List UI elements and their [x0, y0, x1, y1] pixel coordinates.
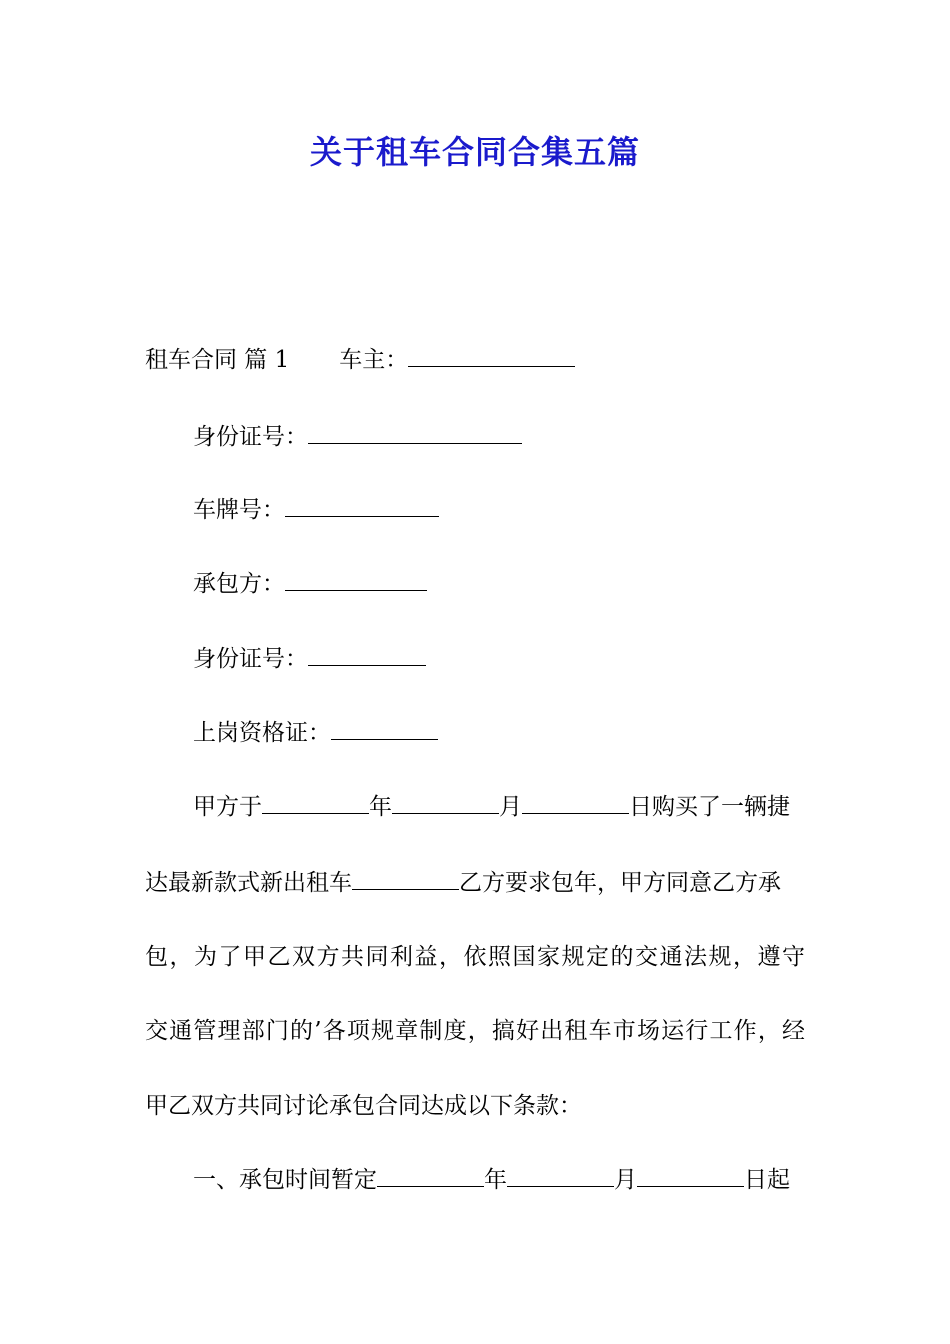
owner-id-blank — [308, 421, 522, 444]
contractor-label: 承包方： — [193, 571, 285, 597]
start-year-blank — [377, 1164, 484, 1187]
month-blank — [392, 791, 499, 814]
text-segment: 月 — [499, 794, 522, 820]
license-label: 上岗资格证： — [193, 720, 331, 746]
owner-id-label: 身份证号： — [193, 424, 308, 450]
paragraph-line-5: 甲乙双方共同讨论承包合同达成以下条款： — [145, 1093, 582, 1119]
plate-blank — [285, 494, 439, 517]
car-model-blank — [352, 867, 459, 890]
license-blank — [331, 717, 438, 740]
text-segment: 乙方要求包年，甲方同意乙方承 — [459, 870, 781, 896]
paragraph-line-4: 交通管理部门的’各项规章制度，搞好出租车市场运行工作，经 — [145, 1018, 805, 1044]
plate-line — [193, 493, 439, 527]
contractor-id-line — [193, 642, 426, 676]
paragraph-line-1 — [193, 790, 790, 824]
document-title: 关于租车合同合集五篇 — [309, 133, 640, 171]
contract-heading-line — [145, 343, 575, 377]
text-segment: 一、承包时间暂定 — [193, 1167, 377, 1193]
contractor-blank — [285, 568, 427, 591]
year-blank — [262, 791, 369, 814]
text-segment: 年 — [484, 1167, 507, 1193]
license-line — [193, 716, 438, 750]
owner-blank — [408, 344, 575, 367]
contractor-id-label: 身份证号： — [193, 646, 308, 672]
owner-id-line — [193, 420, 522, 454]
text-segment: 年 — [369, 794, 392, 820]
text-segment: 达最新款式新出租车 — [145, 870, 352, 896]
start-month-blank — [507, 1164, 614, 1187]
text-segment: 月 — [614, 1167, 637, 1193]
paragraph-line-2 — [145, 866, 781, 900]
start-day-blank — [637, 1164, 744, 1187]
text-segment: 甲方于 — [193, 794, 262, 820]
contract-section-label: 租车合同 篇 1 — [145, 347, 290, 373]
paragraph-line-3: 包，为了甲乙双方共同利益，依照国家规定的交通法规，遵守 — [145, 944, 805, 970]
contractor-id-blank — [308, 643, 426, 666]
owner-label: 车主： — [339, 347, 409, 373]
day-blank — [522, 791, 629, 814]
text-segment: 日起 — [744, 1167, 790, 1193]
contractor-line — [193, 567, 427, 601]
plate-label: 车牌号： — [193, 497, 285, 523]
text-segment: 日购买了一辆捷 — [629, 794, 790, 820]
clause-one-line — [193, 1163, 790, 1197]
